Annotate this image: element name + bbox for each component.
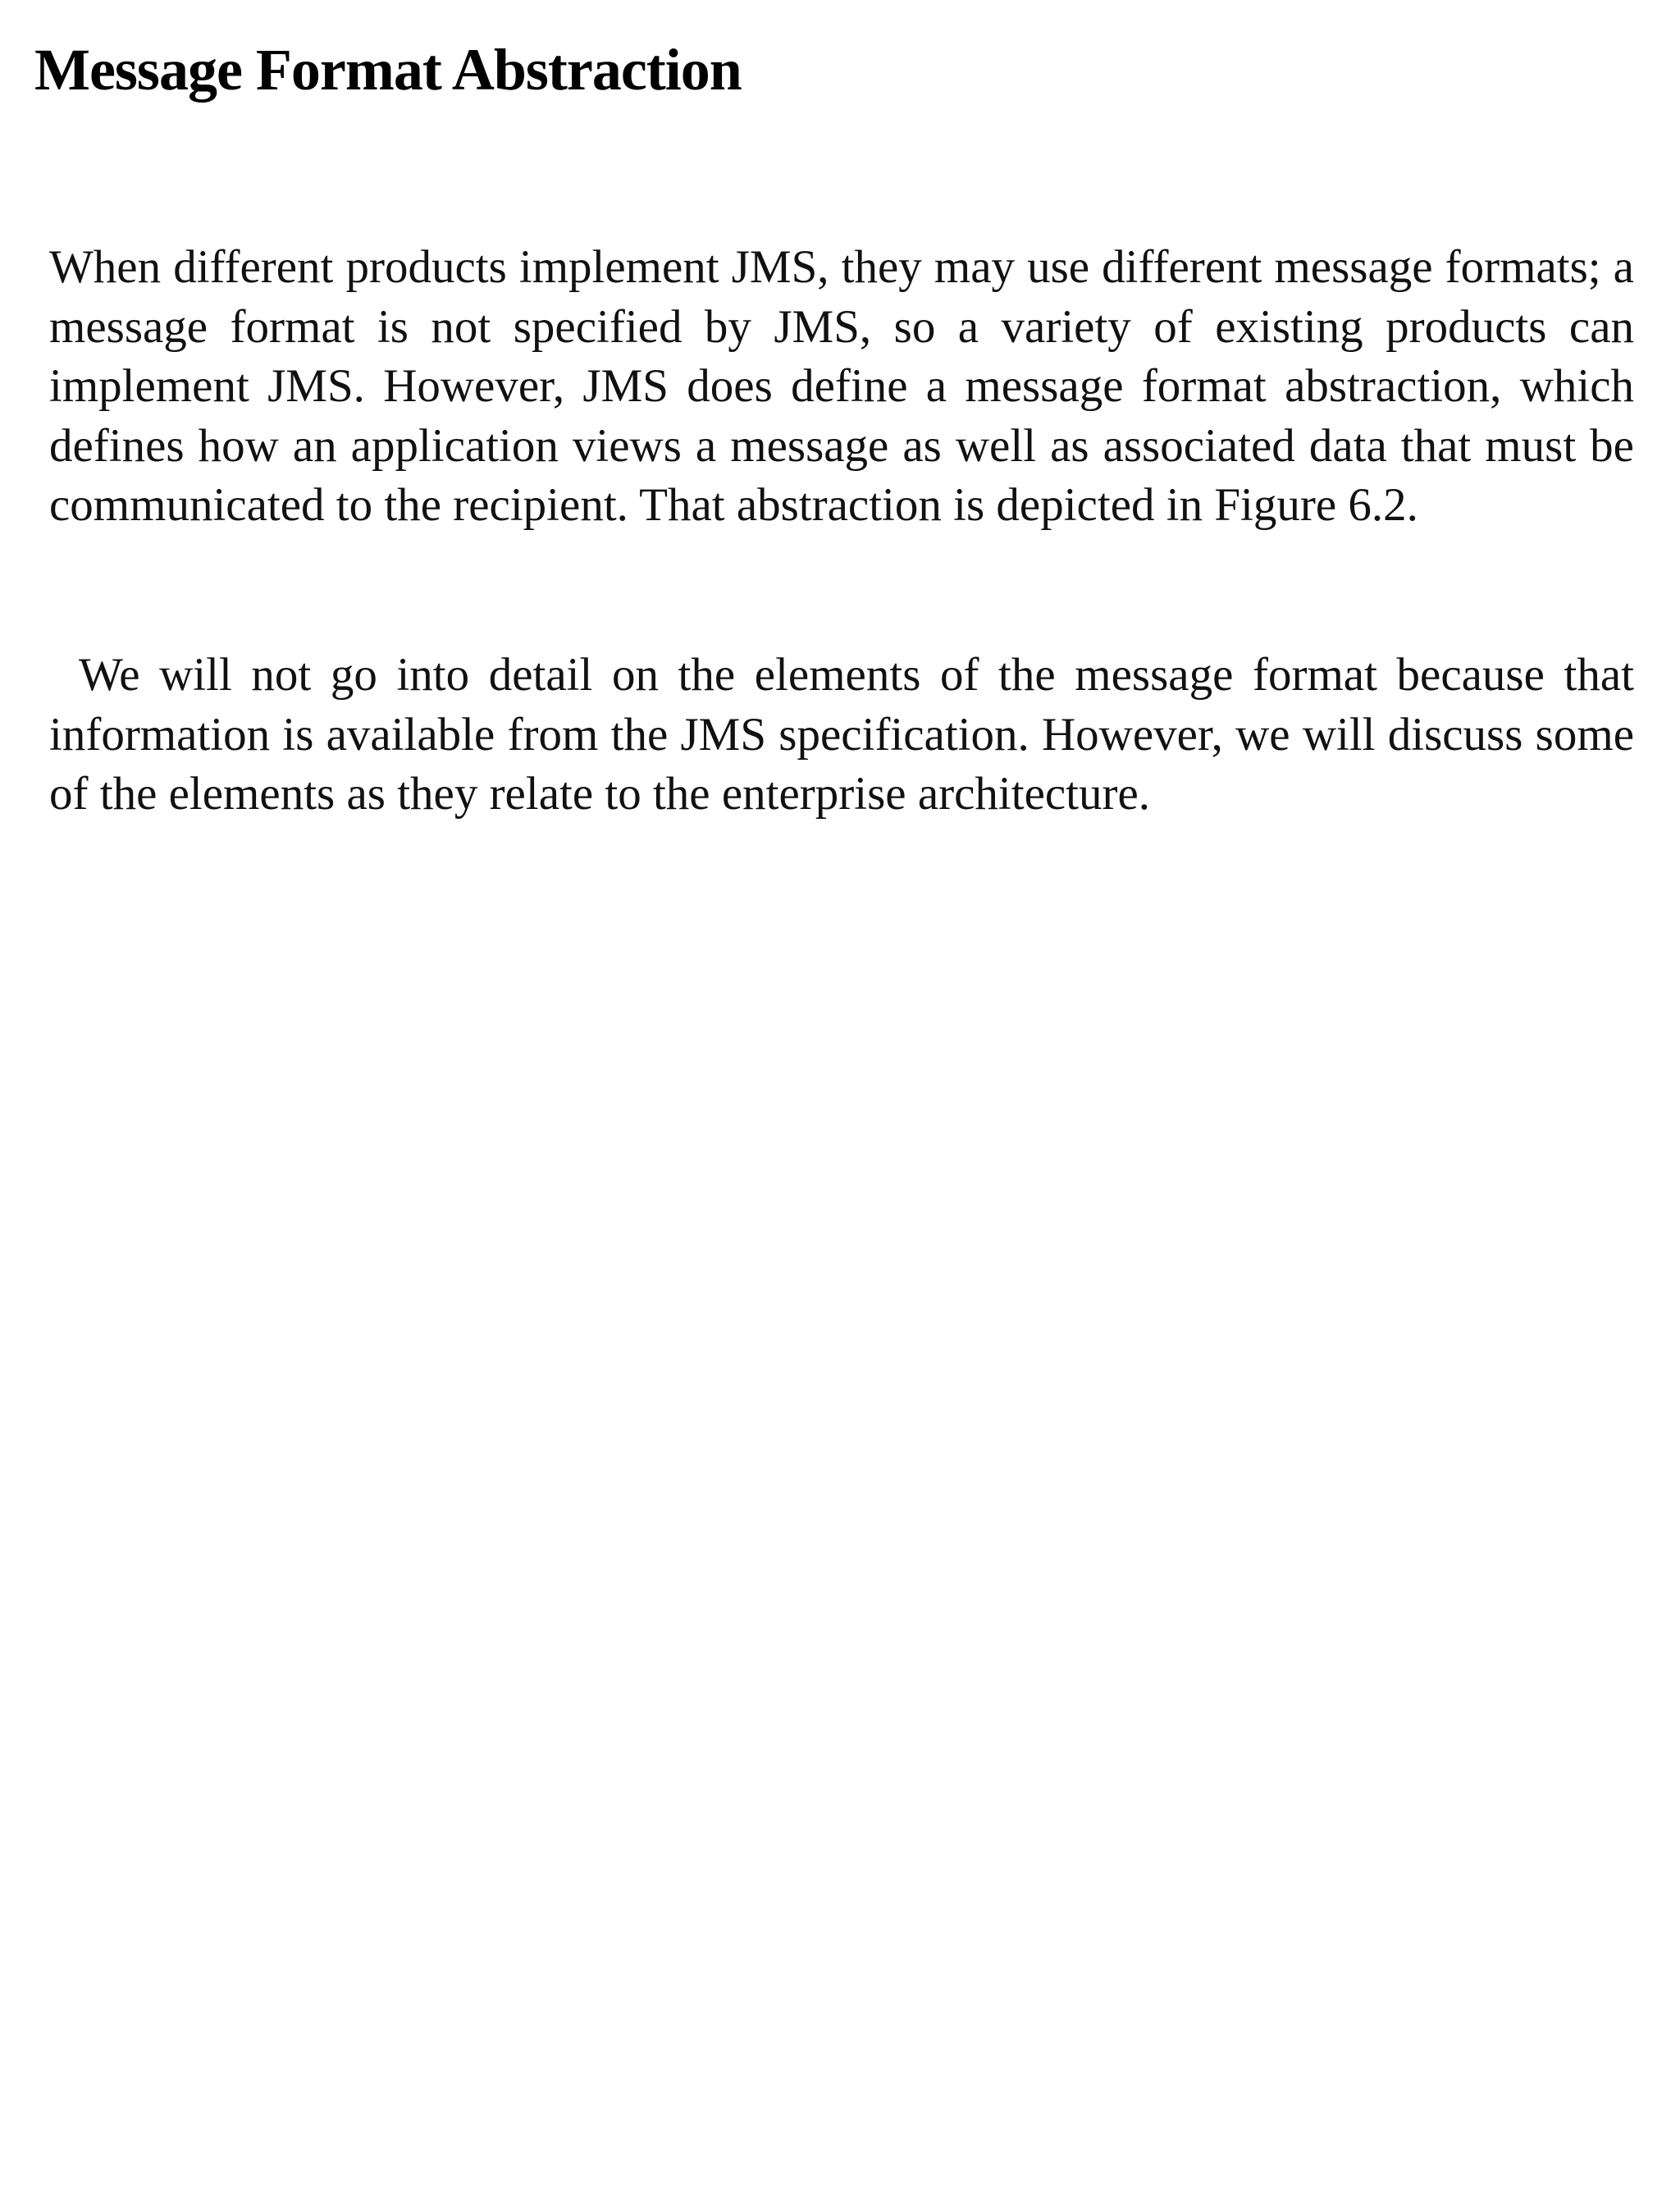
- body-paragraph-2: We will not go into detail on the elements of the message format because that information is available from the JMS specification. However, we will discuss some of the elements as they relate to the enterprise architecture.: [49, 649, 1634, 820]
- section-title: Message Format Abstraction: [34, 37, 742, 103]
- body-paragraph-1: When different products implement JMS, they may use different message formats; a message format is not specified by JMS, so a variety of existing products can implement JMS. However, JMS does define a message format abstraction, which defines how an application views a message as well as associated data that must be communicated to the recipient. That abstraction is depicted in Figure 6.2.: [49, 241, 1634, 531]
